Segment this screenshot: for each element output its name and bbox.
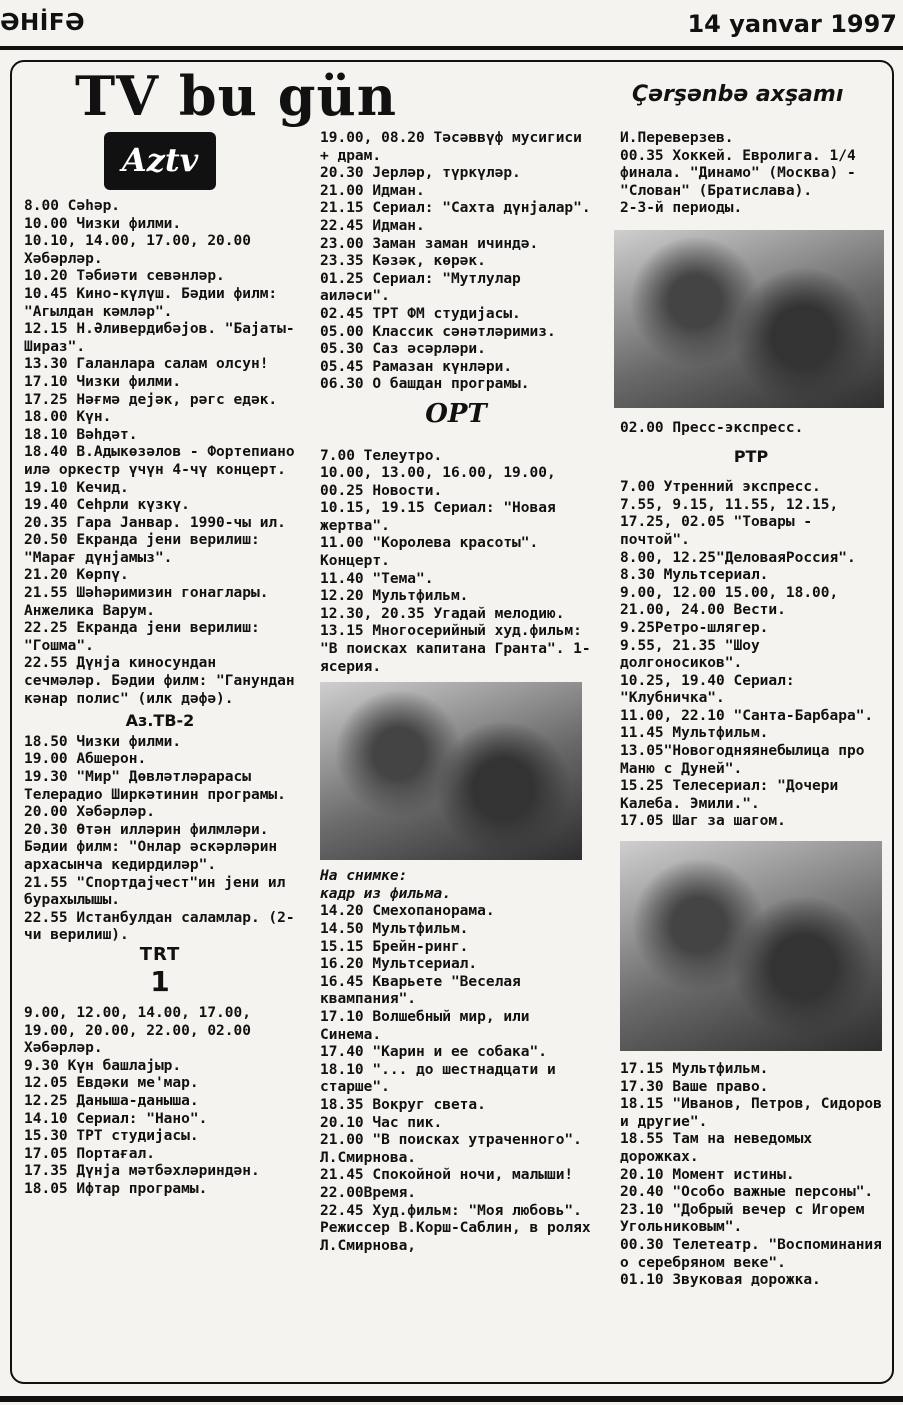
listing-item: 17.35 Дүнја мәтбәхләриндән. — [24, 1163, 260, 1180]
listing-item: 14.50 Мультфильм. — [320, 921, 469, 937]
listing-item: 9.30 Күн башлајыр. — [24, 1057, 182, 1074]
column-1 — [24, 132, 296, 1198]
column-2 — [320, 130, 592, 1255]
listing-item: 17.25 Нәғмә дејәк, рәгс едәк. — [24, 391, 278, 408]
listing-item: 20.10 Момент истины. — [620, 1166, 795, 1183]
listing-item: 17.05 Шаг за шагом. — [620, 813, 786, 830]
listing-item: 8.30 Мультсериал. — [620, 567, 769, 584]
listing-item: 20.30 Јерләр, түркүләр. — [320, 165, 521, 182]
listing-item: 22.55 Дүнја киносундан сечмәләр. Бәдии филм: "Ганундан кәнар полис" (илк дәфә). — [24, 655, 295, 707]
trt-listings-cont — [320, 130, 592, 394]
day-title: Çərşənbə axşamı — [632, 82, 844, 107]
listing-item: 15.25 Телесериал: "Дочери Калеба. Эмили.". — [620, 778, 839, 812]
listing-item: 17.10 Чизки филми. — [24, 373, 182, 390]
listing-item: 19.10 Кечид. — [24, 479, 129, 496]
listing-item: 12.25 Даныша-даныша. — [24, 1092, 199, 1109]
listing-item: 21.20 Көрпү. — [24, 567, 129, 584]
listing-item: 17.30 Ваше право. — [620, 1078, 769, 1095]
section-name: ӘНİFӘ — [0, 10, 86, 36]
listing-item: 11.40 "Тема". — [320, 570, 434, 587]
listing-item: 18.00 Күн. — [24, 409, 112, 426]
listings-cont-2 — [620, 420, 882, 438]
listing-item: 2-3-й периоды. — [620, 200, 743, 217]
listing-item: 05.00 Классик сәнәтләримиз. — [320, 323, 556, 340]
listing-item: 17.10 Волшебный мир, или Синема. — [320, 1008, 530, 1043]
listing-item: 14.20 Смехопанорама. — [320, 903, 495, 920]
listing-item: 16.45 Кварьете "Веселая квампания". — [320, 973, 521, 1008]
listing-item: 18.35 Вокруг света. — [320, 1096, 486, 1113]
ort-logo: ОРТ — [425, 398, 487, 429]
listing-item: 18.05 Ифтар програмы. — [24, 1180, 208, 1197]
listing-item: 22.45 Худ.фильм: "Моя любовь". Режиссер В.Корш-Саблин, в ролях Л.Смирнова, — [320, 1202, 591, 1254]
listing-item: 21.55 "Спортдајҹест"ин јени ил бураxылышы. — [24, 874, 286, 909]
listing-item: 20.35 Гара Јанвар. 1990-чы ил. — [24, 514, 286, 531]
listing-item: 17.05 Портағал. — [24, 1145, 155, 1162]
listing-item: 11.00 "Королева красоты". Концерт. — [320, 535, 539, 570]
ort-listings — [320, 448, 592, 677]
listing-item: 11.45 Мультфильм. — [620, 725, 769, 742]
listing-item: 18.15 "Иванов, Петров, Сидоров и другие". — [620, 1096, 882, 1130]
listing-item: 16.20 Мультсериал. — [320, 956, 478, 973]
listing-item: 18.10 "... до шестнадцати и старше". — [320, 1061, 556, 1096]
listing-item: 00.30 Телетеатр. "Воспоминания о серебряном веке". — [620, 1236, 882, 1271]
listing-item: 22.00Время. — [320, 1184, 417, 1201]
listing-item: 8.00, 12.25"ДеловаяРоссия". — [620, 549, 856, 566]
listing-item: 01.25 Сериал: "Мутлулар аиләси". — [320, 270, 521, 305]
listing-item: 22.25 Екранда јени верилиш: "Гошма". — [24, 620, 260, 654]
listing-item: 9.25Ретро-шлягер. — [620, 619, 769, 636]
listing-item: 19.40 Сеһрли күзкү. — [24, 497, 190, 514]
rtr-listings — [620, 479, 882, 831]
trt-logo: TRT — [139, 943, 181, 965]
listing-item: 12.15 Н.Әливердибәјов. "Бајаты-Шираз". — [24, 321, 295, 355]
listing-item: 01.10 Звуковая дорожка. — [620, 1272, 821, 1289]
trt-listings — [24, 1005, 296, 1199]
column-3 — [620, 130, 882, 1290]
aztv2-listings — [24, 734, 296, 945]
film-still-photo — [320, 682, 582, 860]
listing-item: 18.55 Там на неведомых дорожках. — [620, 1131, 813, 1165]
listing-item: 20.30 Өтән илләрин филмләри. Бәдии филм: "Онлар әскәрләрин архасынча кедирдиләр". — [24, 821, 278, 873]
listing-item: 21.00 Идман. — [320, 182, 425, 199]
listing-item: 21.00 "В поисках утраченного". Л.Смирнова. — [320, 1132, 582, 1166]
listing-item: 13.05"Новогодняянебылица про Маню с Дуней". — [620, 743, 865, 777]
listing-item: 8.00 Сәһәр. — [24, 198, 121, 214]
listing-item: 21.15 Сериал: "Сахта дүнјалар". — [320, 200, 591, 217]
channel-heading: Аз.ТВ-2 — [125, 711, 195, 731]
listing-item: 13.15 Многосерийный худ.фильм: "В поисках капитана Гранта". 1-ясерия. — [320, 623, 591, 675]
photo-caption-label: На снимке: — [320, 868, 408, 885]
listing-item: 10.00, 13.00, 16.00, 19.00, 00.25 Новости. — [320, 465, 556, 499]
listing-item: И.Переверзев. — [620, 130, 734, 146]
listing-item: 15.15 Брейн-ринг. — [320, 938, 469, 955]
listing-item: 14.10 Сериал: "Нано". — [24, 1110, 208, 1127]
listing-item: 18.10 Вәһдәт. — [24, 426, 138, 443]
listing-item: 7.00 Утренний экспресс. — [620, 479, 821, 496]
listing-item: 9.00, 12.00 15.00, 18.00, 21.00, 24.00 Вести. — [620, 584, 839, 619]
rtr-logo: РТР — [733, 446, 769, 466]
listing-item: 11.00, 22.10 "Санта-Барбара". — [620, 707, 874, 724]
listing-item: 18.50 Чизки филми. — [24, 733, 182, 750]
listing-item: 10.25, 19.40 Сериал: "Клубничка". — [620, 672, 795, 707]
listing-item: 22.45 Идман. — [320, 217, 425, 234]
bottom-rule — [0, 1396, 903, 1402]
listing-item: 06.30 О башдан програмы. — [320, 376, 530, 393]
listing-item: 22.55 Истанбулдан саламлар. (2-чи верилиш). — [24, 909, 295, 944]
rtr-listings-cont — [620, 1061, 882, 1290]
listing-item: 05.45 Рамазан күнләри. — [320, 358, 513, 375]
listing-item: 02.45 ТРТ ФМ студијасы. — [320, 305, 521, 322]
listing-item: 20.50 Екранда јени верилиш: "Марағ дүнјамыз". — [24, 532, 260, 566]
listing-item: 10.10, 14.00, 17.00, 20.00 Хәбәрләр. — [24, 233, 251, 267]
listing-item: 00.35 Хоккей. Евролига. 1/4 финала. "Динамо" (Москва) - "Слован" (Братислава). — [620, 147, 856, 199]
listing-item: 9.55, 21.35 "Шоу долгоносиков". — [620, 637, 760, 672]
listings-cont — [620, 130, 882, 218]
trt-channel-number: 1 — [150, 964, 170, 998]
listing-item: 12.30, 20.35 Угадай мелодию. — [320, 605, 565, 622]
listing-item: 7.55, 9.15, 11.55, 12.15, 17.25, 02.05 "Товары - почтой". — [620, 496, 839, 548]
listing-item: 12.05 Евдәки ме'мар. — [24, 1075, 199, 1092]
photo-caption-text: кадр из фильма. — [320, 885, 451, 902]
aztv-logo: Aztv — [104, 132, 216, 190]
listing-item: 19.00 Абшерон. — [24, 751, 147, 768]
listing-item: 21.45 Спокойной ночи, малыши! — [320, 1167, 574, 1184]
page-header — [0, 0, 903, 50]
aztv-listings — [24, 198, 296, 708]
hockey-photo — [614, 230, 884, 408]
listing-item: 9.00, 12.00, 14.00, 17.00, 19.00, 20.00, 22.00, 02.00 Хәбәрләр. — [24, 1004, 251, 1057]
listing-item: 10.45 Кино-күлүш. Бәдии филм: "Агылдан кәмләр". — [24, 285, 278, 320]
listing-item: 20.10 Час пик. — [320, 1114, 443, 1131]
listing-item: 19.30 "Мир" Дөвләтләрарасы Телерадио Ширкәтинин програмы. — [24, 769, 286, 803]
listing-item: 19.00, 08.20 Тәсәввүф мусигиси + драм. — [320, 130, 582, 164]
listing-item: 10.00 Чизки филми. — [24, 215, 182, 232]
listing-item: 15.30 ТРТ студијасы. — [24, 1128, 199, 1145]
listing-item: 02.00 Пресс-экспресс. — [620, 419, 804, 436]
listing-item: 05.30 Саз әсәрләри. — [320, 341, 486, 358]
listing-item: 21.55 Шәһәримизин гонаглары. Анжелика Варум. — [24, 585, 269, 619]
listing-item: 10.20 Тәбиәти севәнләр. — [24, 268, 225, 285]
listing-item: 13.30 Галанлара салам олсун! — [24, 356, 269, 373]
listing-item: 12.20 Мультфильм. — [320, 588, 469, 605]
ort-listings-cont — [320, 903, 592, 1255]
listing-item: 17.15 Мультфильм. — [620, 1061, 769, 1078]
listing-item: 23.00 Заман заман ичиндә. — [320, 235, 539, 252]
listing-item: 10.15, 19.15 Сериал: "Новая жертва". — [320, 500, 556, 534]
cartoon-photo — [620, 841, 882, 1051]
listing-item: 20.00 Хәбәрләр. — [24, 804, 155, 821]
listing-item: 18.40 В.Адыкөзәлов - Фортепиано илә оркестр үчүн 4-чү концерт. — [24, 444, 295, 478]
listing-item: 23.10 "Добрый вечер с Игорем Угольниковым". — [620, 1201, 865, 1236]
listing-item: 7.00 Телеутро. — [320, 447, 443, 464]
listing-item: 17.40 "Карин и ее собака". — [320, 1044, 547, 1061]
listing-item: 20.40 "Особо важные персоны". — [620, 1184, 874, 1201]
issue-date: 14 yanvar 1997 — [687, 10, 897, 38]
listing-item: 23.35 Кәзәк, көрәк. — [320, 253, 486, 270]
page-title: TV bu gün — [75, 64, 397, 128]
